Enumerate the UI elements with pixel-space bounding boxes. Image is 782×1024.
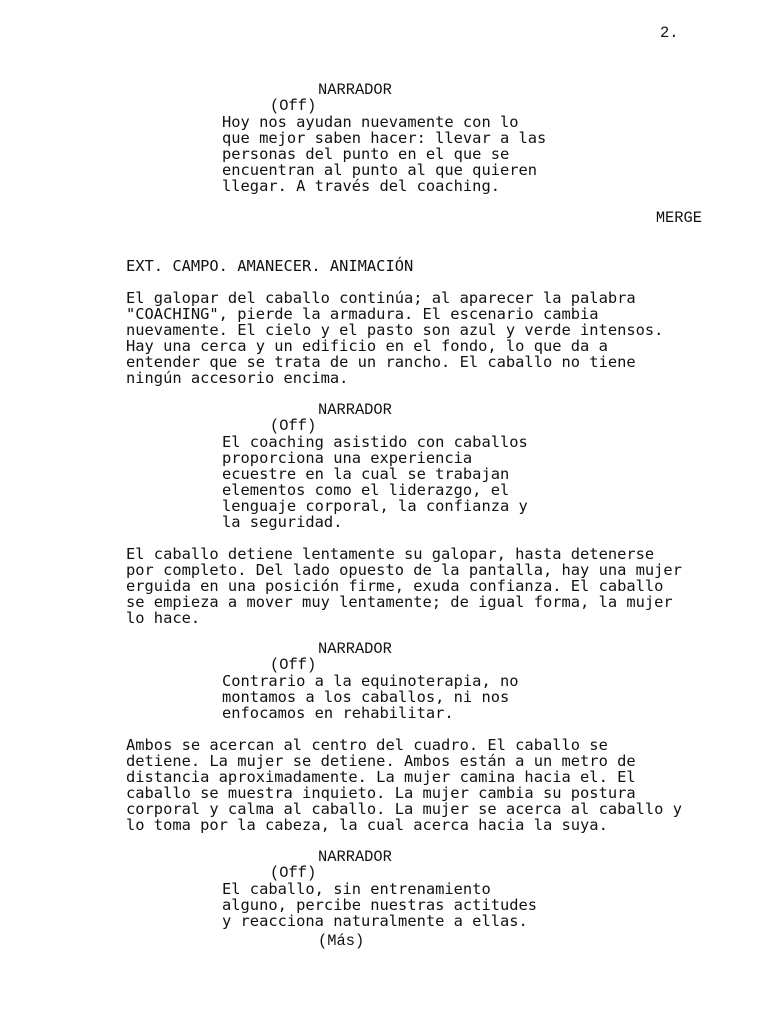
parenthetical: (Off)	[270, 417, 317, 435]
character-name: NARRADOR	[318, 848, 392, 866]
dialogue: Contrario a la equinoterapia, no montamos a los caballos, ni nos enfocamos en rehabilitar.	[222, 672, 519, 722]
scene-heading: EXT. CAMPO. AMANECER. ANIMACIÓN	[126, 257, 414, 275]
transition: MERGE	[655, 209, 702, 227]
dialogue: El caballo, sin entrenamiento alguno, percibe nuestras actitudes y reacciona naturalmente a ellas.	[222, 880, 538, 930]
action-paragraph: Ambos se acercan al centro del cuadro. El caballo se detiene. La mujer se detiene. Ambos están a un metro de distancia aproximadamente. La mujer camina hacia el. El caballo se muestra inquieto. La mujer cambia su postura corporal y calma al caballo. La mujer se acerca al caballo y lo toma por la cabeza, la cual acerca hacia la suya.	[126, 736, 682, 834]
character-name: NARRADOR	[318, 81, 392, 99]
action-paragraph: El galopar del caballo continúa; al aparecer la palabra "COACHING", pierde la armadura. El escenario cambia nuevamente. El cielo y el pasto son azul y verde intensos. Hay una cerca y un edificio en el fondo, lo que da a entender que se trata de un rancho. El caballo no tiene ningún accesorio encima.	[126, 289, 664, 387]
character-name: NARRADOR	[318, 640, 392, 658]
parenthetical: (Off)	[270, 864, 317, 882]
action-paragraph: El caballo detiene lentamente su galopar, hasta detenerse por completo. Del lado opuesto de la pantalla, hay una mujer erguida en una posición firme, exuda confianza. El caballo se empieza a mover muy lentamente; de igual forma, la mujer lo hace.	[126, 545, 682, 627]
dialogue: El coaching asistido con caballos proporciona una experiencia ecuestre en la cual se trabajan elementos como el liderazgo, el lenguaje corporal, la confianza y la seguridad.	[222, 433, 528, 531]
character-name: NARRADOR	[318, 401, 392, 419]
page-number: 2.	[660, 24, 679, 42]
parenthetical: (Off)	[270, 97, 317, 115]
continued-marker: (Más)	[318, 932, 365, 950]
dialogue: Hoy nos ayudan nuevamente con lo que mejor saben hacer: llevar a las personas del punto en el que se encuentran al punto al que quieren llegar. A través del coaching.	[222, 113, 547, 195]
parenthetical: (Off)	[270, 656, 317, 674]
